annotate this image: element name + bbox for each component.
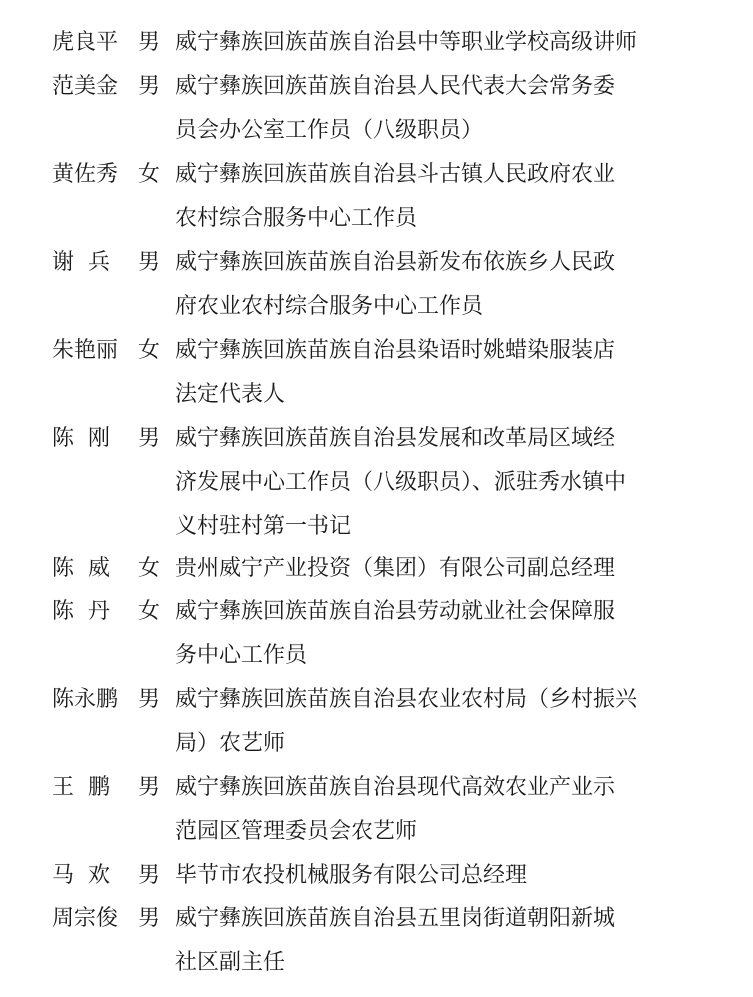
description-line: 局）农艺师 <box>175 731 286 756</box>
description-line: 员会办公室工作员（八级职员） <box>175 118 484 143</box>
person-name: 王 鹏 <box>52 775 110 800</box>
person-name: 陈 刚 <box>52 426 110 451</box>
description-line: 毕节市农投机械服务有限公司总经理 <box>175 863 528 888</box>
person-description <box>175 547 695 591</box>
description-line: 义村驻村第一书记 <box>175 514 352 539</box>
person-description <box>175 241 695 329</box>
person-description <box>175 897 695 985</box>
person-description <box>175 590 695 678</box>
description-line: 威宁彝族回族苗族自治县染语时姚蜡染服装店 <box>175 338 616 363</box>
description-line: 范园区管理委员会农艺师 <box>175 819 418 844</box>
person-description <box>175 766 695 854</box>
person-name: 谢 兵 <box>52 250 110 275</box>
description-line: 威宁彝族回族苗族自治县斗古镇人民政府农业 <box>175 162 616 187</box>
person-description <box>175 854 695 898</box>
person-description <box>175 417 695 549</box>
description-line: 农村综合服务中心工作员 <box>175 206 418 231</box>
person-gender: 女 <box>138 599 161 624</box>
description-line: 府农业农村综合服务中心工作员 <box>175 294 484 319</box>
description-line: 威宁彝族回族苗族自治县中等职业学校高级讲师 <box>175 30 638 55</box>
description-line: 社区副主任 <box>175 950 286 975</box>
person-gender: 女 <box>138 556 161 581</box>
person-gender: 男 <box>138 906 161 931</box>
person-gender: 男 <box>138 687 161 712</box>
person-name: 朱艳丽 <box>52 338 119 363</box>
person-gender: 男 <box>138 426 161 451</box>
person-gender: 女 <box>138 338 161 363</box>
person-name: 陈 威 <box>52 556 110 581</box>
description-line: 法定代表人 <box>175 382 286 407</box>
person-name: 马 欢 <box>52 863 110 888</box>
person-gender: 男 <box>138 250 161 275</box>
person-gender: 男 <box>138 30 161 55</box>
description-line: 务中心工作员 <box>175 643 308 668</box>
person-description <box>175 329 695 417</box>
person-name: 范美金 <box>52 74 119 99</box>
person-gender: 男 <box>138 775 161 800</box>
description-line: 威宁彝族回族苗族自治县人民代表大会常务委 <box>175 74 616 99</box>
person-name: 黄佐秀 <box>52 162 119 187</box>
person-gender: 男 <box>138 863 161 888</box>
description-line: 威宁彝族回族苗族自治县五里岗街道朝阳新城 <box>175 906 616 931</box>
person-description <box>175 678 695 766</box>
description-line: 威宁彝族回族苗族自治县新发布依族乡人民政 <box>175 250 616 275</box>
description-line: 威宁彝族回族苗族自治县发展和改革局区域经 <box>175 426 616 451</box>
person-gender: 女 <box>138 162 161 187</box>
person-gender: 男 <box>138 74 161 99</box>
description-line: 威宁彝族回族苗族自治县劳动就业社会保障服 <box>175 599 616 624</box>
person-description <box>175 65 695 153</box>
person-name: 周宗俊 <box>52 906 119 931</box>
description-line: 威宁彝族回族苗族自治县现代高效农业产业示 <box>175 775 616 800</box>
description-line: 威宁彝族回族苗族自治县农业农村局（乡村振兴 <box>175 687 638 712</box>
description-line: 贵州威宁产业投资（集团）有限公司副总经理 <box>175 556 616 581</box>
description-line: 济发展中心工作员（八级职员）、派驻秀水镇中 <box>175 470 627 495</box>
person-name: 陈 丹 <box>52 599 110 624</box>
person-name: 陈永鹏 <box>52 687 119 712</box>
person-name: 虎良平 <box>52 30 119 55</box>
person-description <box>175 153 695 241</box>
person-description <box>175 21 695 65</box>
